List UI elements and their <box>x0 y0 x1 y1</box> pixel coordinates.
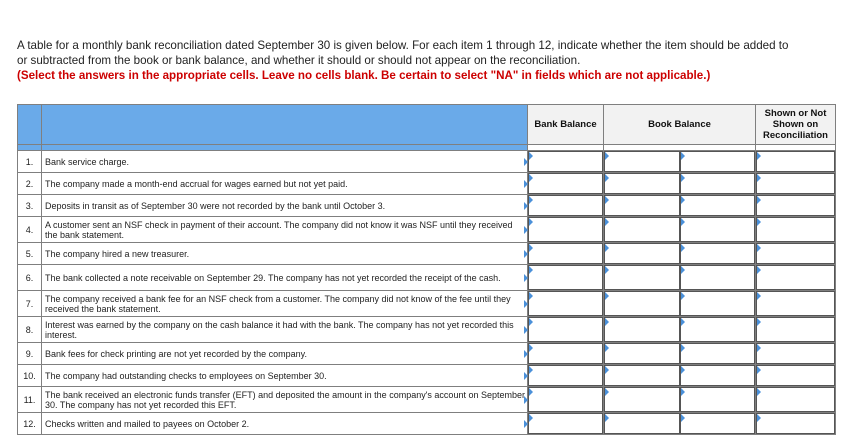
book-balance-cell <box>604 387 756 413</box>
shown-on-reconciliation-cell <box>756 151 836 173</box>
dropdown-marker-icon <box>681 266 685 274</box>
dropdown-marker-icon <box>681 388 685 396</box>
dropdown-marker-icon <box>605 218 609 226</box>
instructions <box>17 38 797 83</box>
table-row <box>18 343 836 365</box>
shown-on-reconciliation-cell <box>756 317 836 343</box>
dropdown-marker-icon <box>757 196 761 204</box>
table-row <box>18 195 836 217</box>
bank-balance-cell <box>528 217 604 243</box>
row-description <box>42 387 528 413</box>
row-description <box>42 265 528 291</box>
row-description-text: Checks written and mailed to payees on October 2. <box>45 418 250 429</box>
row-number: 6. <box>18 265 42 291</box>
bank-balance-select[interactable] <box>528 243 603 264</box>
bank-balance-select[interactable] <box>528 217 603 242</box>
dropdown-marker-icon <box>757 244 761 252</box>
dropdown-marker-icon <box>529 344 533 352</box>
row-number: 5. <box>18 243 42 265</box>
table-row <box>18 151 836 173</box>
row-description <box>42 151 528 173</box>
bank-balance-cell <box>528 173 604 195</box>
row-description-text: The company received a bank fee for an NSF check from a customer. The company did not know of the fee until they received the bank statement. <box>45 293 511 314</box>
shown-on-reconciliation-select[interactable] <box>756 243 835 264</box>
book-balance-split <box>604 387 755 412</box>
row-description-text: Bank fees for check printing are not yet recorded by the company. <box>45 348 307 359</box>
instructions-text: A table for a monthly bank reconciliation dated September 30 is given below. For each item 1 through 12, indicate whether the item should be added to or subtracted from the book or bank balance, and whether it should or should not appear on the reconciliation. <box>17 39 789 67</box>
row-number: 7. <box>18 291 42 317</box>
bank-balance-cell <box>528 291 604 317</box>
row-description-text: The bank collected a note receivable on September 29. The company has not yet recorded the receipt of the cash. <box>45 272 501 283</box>
book-balance-select-left[interactable] <box>604 365 680 386</box>
book-balance-select-right[interactable] <box>680 173 756 194</box>
dropdown-marker-icon <box>529 174 533 182</box>
dropdown-marker-icon <box>681 218 685 226</box>
bank-balance-select[interactable] <box>528 387 603 412</box>
row-description <box>42 217 528 243</box>
book-balance-cell <box>604 413 756 435</box>
table-row <box>18 317 836 343</box>
row-description-text: The company hired a new treasurer. <box>45 248 190 259</box>
book-balance-cell <box>604 151 756 173</box>
row-description-text: The bank received an electronic funds transfer (EFT) and deposited the amount in the company's account on September 30. The company has not yet recorded this EFT. <box>45 389 525 410</box>
book-balance-cell <box>604 265 756 291</box>
book-balance-cell <box>604 365 756 387</box>
bank-balance-select[interactable] <box>528 317 603 342</box>
book-balance-select-left[interactable] <box>604 173 680 194</box>
book-balance-select-left[interactable] <box>604 343 680 364</box>
dropdown-marker-icon <box>605 344 609 352</box>
book-balance-select-right[interactable] <box>680 151 756 172</box>
row-number: 3. <box>18 195 42 217</box>
book-balance-cell <box>604 195 756 217</box>
dropdown-marker-icon <box>757 218 761 226</box>
dropdown-marker-icon <box>529 266 533 274</box>
row-number: 12. <box>18 413 42 435</box>
shown-on-reconciliation-cell <box>756 343 836 365</box>
dropdown-marker-icon <box>757 266 761 274</box>
dropdown-marker-icon <box>681 244 685 252</box>
bank-balance-select[interactable] <box>528 265 603 290</box>
row-description <box>42 365 528 387</box>
book-balance-split <box>604 413 755 434</box>
row-description <box>42 317 528 343</box>
book-balance-select-left[interactable] <box>604 265 680 290</box>
bank-balance-cell <box>528 413 604 435</box>
dropdown-marker-icon <box>605 174 609 182</box>
bank-balance-cell <box>528 195 604 217</box>
book-balance-select-left[interactable] <box>604 217 680 242</box>
dropdown-marker-icon <box>757 388 761 396</box>
bank-balance-select[interactable] <box>528 151 603 172</box>
dropdown-marker-icon <box>681 292 685 300</box>
book-balance-split <box>604 317 755 342</box>
book-balance-select-left[interactable] <box>604 195 680 216</box>
book-balance-select-left[interactable] <box>604 291 680 316</box>
bank-balance-cell <box>528 265 604 291</box>
dropdown-marker-icon <box>757 344 761 352</box>
book-balance-select-right[interactable] <box>680 343 756 364</box>
book-balance-split <box>604 365 755 386</box>
row-description <box>42 291 528 317</box>
shown-on-reconciliation-select[interactable] <box>756 365 835 386</box>
dropdown-marker-icon <box>757 174 761 182</box>
row-description-text: A customer sent an NSF check in payment of their account. The company did not know it was NSF until they received the bank statement. <box>45 219 513 240</box>
table-row <box>18 291 836 317</box>
dropdown-marker-icon <box>681 366 685 374</box>
book-balance-select-right[interactable] <box>680 365 756 386</box>
book-balance-split <box>604 343 755 364</box>
book-balance-cell <box>604 243 756 265</box>
dropdown-marker-icon <box>529 388 533 396</box>
dropdown-marker-icon <box>605 388 609 396</box>
shown-on-reconciliation-cell <box>756 365 836 387</box>
book-balance-select-right[interactable] <box>680 387 756 412</box>
dropdown-marker-icon <box>757 366 761 374</box>
shown-on-reconciliation-select[interactable] <box>756 291 835 316</box>
dropdown-marker-icon <box>681 414 685 422</box>
dropdown-marker-icon <box>529 318 533 326</box>
book-balance-select-left[interactable] <box>604 413 680 434</box>
header-shown-on-reconciliation: Shown or Not Shown on Reconciliation <box>756 105 836 145</box>
dropdown-marker-icon <box>681 196 685 204</box>
dropdown-marker-icon <box>605 196 609 204</box>
dropdown-marker-icon <box>681 152 685 160</box>
row-description <box>42 195 528 217</box>
book-balance-select-right[interactable] <box>680 413 756 434</box>
shown-on-reconciliation-cell <box>756 265 836 291</box>
bank-balance-cell <box>528 317 604 343</box>
book-balance-select-left[interactable] <box>604 387 680 412</box>
dropdown-marker-icon <box>605 152 609 160</box>
instructions-note: (Select the answers in the appropriate cells. Leave no cells blank. Be certain to select "NA" in fields which are not applicable.) <box>17 69 711 82</box>
dropdown-marker-icon <box>757 414 761 422</box>
dropdown-marker-icon <box>681 344 685 352</box>
row-number: 10. <box>18 365 42 387</box>
dropdown-marker-icon <box>605 318 609 326</box>
shown-on-reconciliation-select[interactable] <box>756 217 835 242</box>
header-num <box>18 105 42 145</box>
table-row <box>18 387 836 413</box>
bank-balance-select[interactable] <box>528 173 603 194</box>
row-description <box>42 173 528 195</box>
table-row <box>18 365 836 387</box>
book-balance-cell <box>604 317 756 343</box>
dropdown-marker-icon <box>605 414 609 422</box>
bank-balance-select[interactable] <box>528 413 603 434</box>
table-row <box>18 413 836 435</box>
book-balance-split <box>604 173 755 194</box>
shown-on-reconciliation-select[interactable] <box>756 343 835 364</box>
dropdown-marker-icon <box>529 292 533 300</box>
shown-on-reconciliation-select[interactable] <box>756 413 835 434</box>
shown-on-reconciliation-cell <box>756 291 836 317</box>
row-description <box>42 243 528 265</box>
dropdown-marker-icon <box>529 414 533 422</box>
book-balance-select-left[interactable] <box>604 151 680 172</box>
shown-on-reconciliation-cell <box>756 217 836 243</box>
shown-on-reconciliation-select[interactable] <box>756 265 835 290</box>
dropdown-marker-icon <box>605 292 609 300</box>
row-number: 9. <box>18 343 42 365</box>
shown-on-reconciliation-select[interactable] <box>756 173 835 194</box>
book-balance-cell <box>604 291 756 317</box>
table-row <box>18 265 836 291</box>
row-number: 2. <box>18 173 42 195</box>
dropdown-marker-icon <box>757 292 761 300</box>
row-number: 1. <box>18 151 42 173</box>
dropdown-marker-icon <box>605 266 609 274</box>
dropdown-marker-icon <box>681 174 685 182</box>
reconciliation-table <box>17 104 836 435</box>
table-row <box>18 173 836 195</box>
dropdown-marker-icon <box>605 244 609 252</box>
bank-balance-select[interactable] <box>528 195 603 216</box>
dropdown-marker-icon <box>681 318 685 326</box>
dropdown-marker-icon <box>529 218 533 226</box>
row-description-text: Bank service charge. <box>45 156 130 167</box>
book-balance-cell <box>604 173 756 195</box>
dropdown-marker-icon <box>529 244 533 252</box>
table-row <box>18 243 836 265</box>
book-balance-select-right[interactable] <box>680 317 756 342</box>
header-bank-balance: Bank Balance <box>528 105 604 145</box>
table-body <box>18 151 836 435</box>
shown-on-reconciliation-select[interactable] <box>756 387 835 412</box>
bank-balance-cell <box>528 151 604 173</box>
shown-on-reconciliation-cell <box>756 195 836 217</box>
row-number: 11. <box>18 387 42 413</box>
shown-on-reconciliation-select[interactable] <box>756 195 835 216</box>
book-balance-split <box>604 151 755 172</box>
row-description <box>42 343 528 365</box>
book-balance-split <box>604 217 755 242</box>
dropdown-marker-icon <box>529 366 533 374</box>
shown-on-reconciliation-cell <box>756 387 836 413</box>
book-balance-select-right[interactable] <box>680 195 756 216</box>
book-balance-select-right[interactable] <box>680 243 756 264</box>
book-balance-split <box>604 291 755 316</box>
dropdown-marker-icon <box>529 196 533 204</box>
shown-on-reconciliation-cell <box>756 243 836 265</box>
book-balance-select-left[interactable] <box>604 243 680 264</box>
row-number: 4. <box>18 217 42 243</box>
header-desc <box>42 105 528 145</box>
dropdown-marker-icon <box>529 152 533 160</box>
dropdown-marker-icon <box>757 152 761 160</box>
shown-on-reconciliation-select[interactable] <box>756 317 835 342</box>
dropdown-marker-icon <box>605 366 609 374</box>
row-description-text: The company had outstanding checks to employees on September 30. <box>45 370 327 381</box>
book-balance-split <box>604 265 755 290</box>
bank-balance-cell <box>528 243 604 265</box>
book-balance-split <box>604 195 755 216</box>
shown-on-reconciliation-cell <box>756 413 836 435</box>
shown-on-reconciliation-cell <box>756 173 836 195</box>
row-description-text: The company made a month-end accrual for wages earned but not yet paid. <box>45 178 348 189</box>
header-book-balance: Book Balance <box>604 105 756 145</box>
bank-balance-cell <box>528 387 604 413</box>
row-description-text: Interest was earned by the company on the cash balance it had with the bank. The company has not yet recorded this interest. <box>45 319 514 340</box>
book-balance-cell <box>604 343 756 365</box>
book-balance-split <box>604 243 755 264</box>
book-balance-select-right[interactable] <box>680 291 756 316</box>
table-header-row <box>18 105 836 145</box>
dropdown-marker-icon <box>757 318 761 326</box>
bank-balance-select[interactable] <box>528 365 603 386</box>
row-number: 8. <box>18 317 42 343</box>
bank-balance-cell <box>528 365 604 387</box>
book-balance-select-right[interactable] <box>680 217 756 242</box>
bank-balance-select[interactable] <box>528 291 603 316</box>
bank-balance-select[interactable] <box>528 343 603 364</box>
book-balance-select-right[interactable] <box>680 265 756 290</box>
bank-balance-cell <box>528 343 604 365</box>
shown-on-reconciliation-select[interactable] <box>756 151 835 172</box>
table-row <box>18 217 836 243</box>
row-description-text: Deposits in transit as of September 30 were not recorded by the bank until October 3. <box>45 200 386 211</box>
book-balance-select-left[interactable] <box>604 317 680 342</box>
book-balance-cell <box>604 217 756 243</box>
row-description <box>42 413 528 435</box>
